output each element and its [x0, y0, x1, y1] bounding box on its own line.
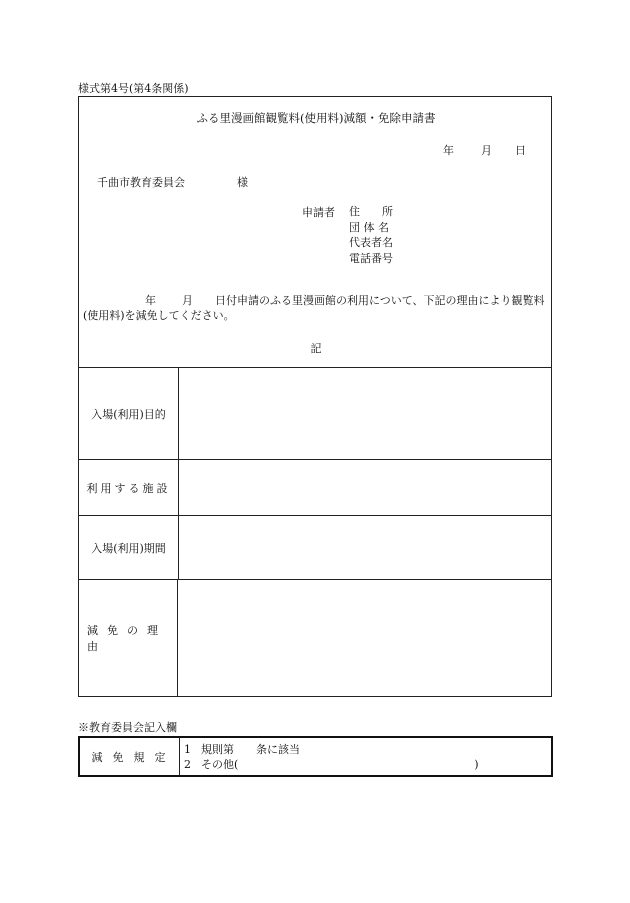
applicant-fields	[349, 204, 393, 266]
facility-label: 利用する施設	[79, 460, 179, 515]
period-label: 入場(利用)期間	[79, 516, 179, 579]
purpose-row	[79, 367, 551, 459]
purpose-label: 入場(利用)目的	[79, 368, 179, 459]
exemption-option-other[interactable]	[184, 757, 479, 772]
option-rule-prefix: 規則第	[201, 743, 234, 756]
period-value[interactable]	[178, 516, 551, 579]
option-other-open: その他(	[201, 758, 239, 771]
phone-field-label: 電話番号	[349, 251, 393, 265]
form-title: ふる里漫画館観覧料(使用料)減額・免除申請書	[196, 111, 436, 125]
date-day-label: 日	[515, 144, 526, 157]
organization-field-label: 団 体 名	[349, 220, 389, 234]
reason-value[interactable]	[178, 580, 551, 696]
request-text	[83, 294, 549, 323]
request-month-label: 月	[182, 294, 193, 307]
applicant-label: 申請者	[302, 206, 335, 219]
representative-field-label: 代表者名	[349, 236, 393, 249]
period-row	[79, 515, 551, 579]
date-year-label: 年	[443, 144, 454, 157]
exemption-box	[78, 736, 553, 777]
addressee-name: 千曲市教育委員会	[97, 176, 185, 189]
form-number: 様式第4号(第4条関係)	[78, 82, 189, 95]
exemption-label: 減免規定	[80, 738, 180, 775]
exemption-options	[184, 742, 479, 772]
date-month-label: 月	[481, 144, 492, 157]
office-use-note: ※教育委員会記入欄	[78, 721, 177, 734]
option-rule-suffix: 条に該当	[256, 743, 300, 756]
address-field-label: 住 所	[349, 205, 393, 218]
ki-heading: 記	[310, 342, 322, 355]
facility-value[interactable]	[178, 460, 551, 515]
option-number: 2	[184, 758, 191, 771]
option-number: 1	[184, 743, 191, 756]
reason-label: 減免の理由	[79, 580, 178, 696]
purpose-value[interactable]	[178, 368, 551, 459]
addressee-honorific: 様	[237, 176, 248, 189]
application-form	[78, 96, 552, 697]
exemption-option-rule[interactable]	[184, 742, 479, 757]
request-year-label: 年	[145, 294, 156, 307]
option-other-close: )	[474, 758, 479, 771]
facility-row	[79, 459, 551, 515]
reason-row	[79, 579, 551, 696]
request-body: 日付申請のふる里漫画館の利用について、下記の理由により観覧料(使用料)を減免してください。	[83, 294, 545, 322]
